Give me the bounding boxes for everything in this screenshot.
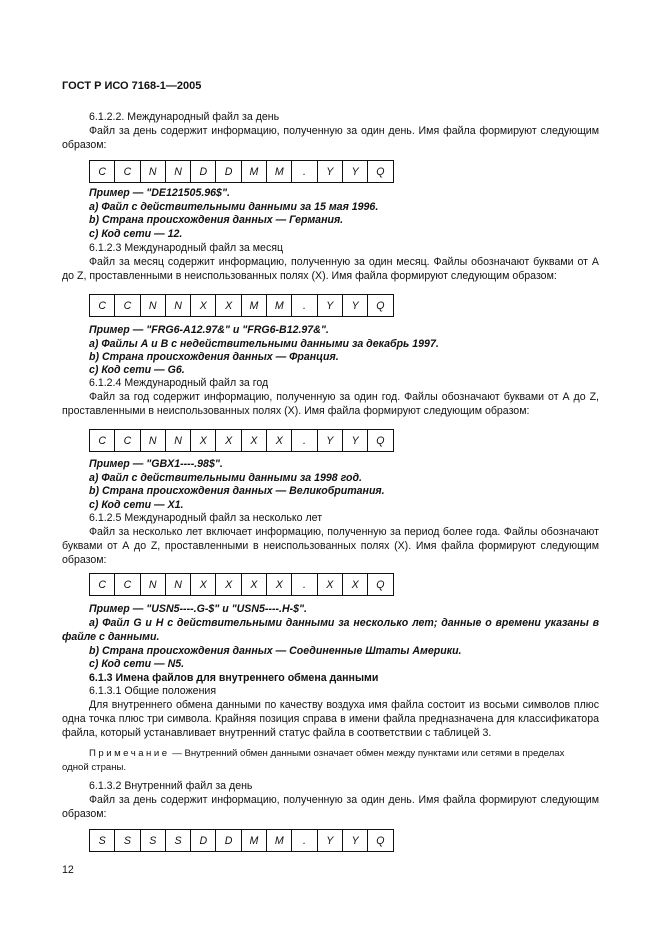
format-cell: N [165,161,190,183]
format-cell: Y [342,830,367,852]
format-cell: N [140,574,165,596]
format-cell: Y [342,430,367,452]
example-line: c) Код сети — N5. [89,658,185,670]
example-line: Пример — "DE121505.96$". [89,187,230,199]
section-title: 6.1.3.2 Внутренний файл за день [89,780,253,792]
section-title: 6.1.2.2. Международный файл за день [89,111,280,123]
section-title: 6.1.2.4 Международный файл за год [89,377,269,389]
example-line: a) Файл G и H с действительными данными за несколько лет; данные о времени указаны в [89,617,599,629]
format-cell: N [140,295,165,317]
format-cell: C [90,574,115,596]
format-cell: X [191,295,216,317]
paragraph-line: проставленными в неиспользованных полях (X). Имя файла формируют следующим образом: [62,405,530,417]
section-title: 6.1.3.1 Общие положения [89,685,217,697]
format-cell: . [292,574,317,596]
format-cell: Y [317,830,342,852]
filename-format-table [89,294,394,317]
example-line: Пример — "GBX1----.98$". [89,458,223,470]
document-header: ГОСТ Р ИСО 7168-1—2005 [62,80,202,92]
example-line: b) Страна происхождения данных — Франция. [89,351,339,363]
example-line: a) Файл с действительными данными за 1998 год. [89,472,362,484]
example-line: Пример — "FRG6-A12.97&" и "FRG6-B12.97&". [89,324,329,336]
filename-format-table [89,829,394,852]
example-line: b) Страна происхождения данных — Великобритания. [89,485,385,497]
example-line: Пример — "USN5----.G-$" и "USN5----.H-$". [89,603,307,615]
note-text: — Внутренний обмен данными означает обмен между пунктами или сетями в пределах [169,748,565,759]
format-cell: Y [342,295,367,317]
example-line: файле с данными. [62,631,160,643]
format-cell: X [267,574,292,596]
paragraph-line: файла, который устанавливает внутренний статус файла в соответствии с таблицей 3. [62,727,492,739]
format-cell: C [115,295,140,317]
format-cell: Q [368,295,393,317]
example-line: c) Код сети — X1. [89,499,184,511]
example-line: a) Файл с действительными данными за 15 мая 1996. [89,201,379,213]
format-cell: X [267,430,292,452]
format-cell: Q [368,161,393,183]
example-line: b) Страна происхождения данных — Соединенные Штаты Америки. [89,645,462,657]
format-cell: M [267,830,292,852]
filename-format-table [89,160,394,183]
paragraph-line: образом: [62,554,107,566]
format-cell: N [165,574,190,596]
format-cell: C [115,430,140,452]
format-cell: M [241,161,266,183]
format-cell: D [216,161,241,183]
format-cell: S [90,830,115,852]
format-cell: . [292,830,317,852]
format-cell: C [90,430,115,452]
format-cell: Y [317,430,342,452]
paragraph-line: Для внутреннего обмена данными по качеству воздуха имя файла состоит из восьми символов плюс [89,699,599,711]
format-cell: N [140,161,165,183]
example-line: c) Код сети — 12. [89,228,183,240]
format-cell: Q [368,830,393,852]
format-cell: M [241,830,266,852]
format-cell: Y [317,161,342,183]
note [89,747,599,761]
section-title: 6.1.2.5 Международный файл за несколько лет [89,512,323,524]
format-cell: C [115,161,140,183]
paragraph-line: Файл за год содержит информацию, полученную за один год. Файлы обозначают буквами от А до Z, [89,391,599,403]
paragraph-line: одна точка плюс три символа. Крайняя позиция справа в имени файла предназначена для классификатора [62,713,599,725]
format-cell: X [241,430,266,452]
example-line: b) Страна происхождения данных — Германия. [89,214,344,226]
format-cell: C [90,295,115,317]
format-cell: S [165,830,190,852]
format-cell: M [241,295,266,317]
format-cell: D [191,161,216,183]
example-line: a) Файлы А и В с недействительными данными за декабрь 1997. [89,338,439,350]
paragraph-line: буквами от А до Z, проставленными в неиспользованных полях (X). Имя файла формируют следующим [62,540,599,552]
format-cell: X [317,574,342,596]
section-title: 6.1.2.3 Международный файл за месяц [89,242,284,254]
filename-format-table [89,429,394,452]
format-cell: Q [368,574,393,596]
paragraph-line: до Z, проставленными в неиспользованных полях (X). Имя файла формируют следующим образом: [62,270,557,282]
paragraph-line: Файл за несколько лет включает информацию, полученную за период более года. Файлы обозначают [89,526,599,538]
format-cell: X [191,430,216,452]
format-cell: Y [342,161,367,183]
format-cell: X [342,574,367,596]
format-cell: X [191,574,216,596]
format-cell: N [165,430,190,452]
paragraph-line: Файл за день содержит информацию, полученную за один день. Имя файла формируют следующим [89,794,599,806]
format-cell: Y [317,295,342,317]
format-cell: . [292,430,317,452]
format-cell: C [115,574,140,596]
paragraph-line: Файл за день содержит информацию, полученную за один день. Имя файла формируют следующим [89,125,599,137]
format-cell: X [216,430,241,452]
note-text: одной страны. [62,762,127,773]
format-cell: S [115,830,140,852]
format-cell: M [267,161,292,183]
page-number: 12 [62,864,74,876]
filename-format-table [89,573,394,596]
format-cell: N [140,430,165,452]
format-cell: X [216,574,241,596]
format-cell: . [292,161,317,183]
format-cell: S [140,830,165,852]
format-cell: Q [368,430,393,452]
format-cell: . [292,295,317,317]
paragraph-line: образом: [62,808,107,820]
example-line: c) Код сети — G6. [89,364,185,376]
format-cell: D [191,830,216,852]
section-heading: 6.1.3 Имена файлов для внутреннего обмена данными [89,672,379,684]
paragraph-line: образом: [62,139,107,151]
format-cell: M [267,295,292,317]
paragraph-line: Файл за месяц содержит информацию, полученную за один месяц. Файлы обозначают буквами от А [89,256,599,268]
format-cell: D [216,830,241,852]
format-cell: C [90,161,115,183]
note-label: Примечание [89,748,170,759]
format-cell: X [241,574,266,596]
format-cell: N [165,295,190,317]
format-cell: X [216,295,241,317]
